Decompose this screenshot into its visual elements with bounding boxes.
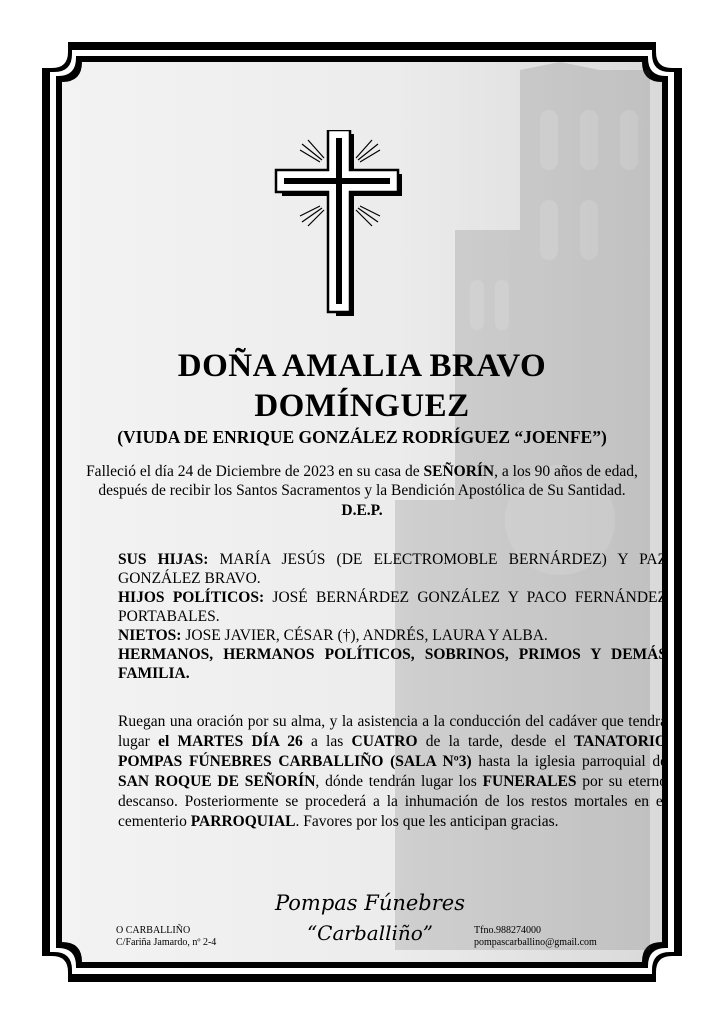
funeral-home-logo	[270, 882, 470, 952]
funeral-request-paragraph	[118, 712, 667, 832]
request-text-7: . Favores por los que les anticipan gracias.	[295, 813, 559, 830]
logo-line2: “Carballiño”	[306, 921, 434, 945]
request-text-2: a las	[302, 733, 352, 750]
family-list	[118, 550, 667, 683]
daughters-text: MARÍA JESÚS (DE ELECTROMOBLE BERNÁRDEZ) Y PAZ GONZÁLEZ BRAVO.	[118, 551, 667, 587]
request-time: CUATRO	[351, 733, 418, 750]
request-church: SAN ROQUE DE SEÑORÍN	[118, 773, 316, 790]
family-daughters	[118, 550, 667, 588]
logo-line1: Pompas Fúnebres	[275, 891, 465, 915]
intro-text-before: Falleció el día 24 de Diciembre de 2023 en su casa de	[86, 463, 424, 480]
footer-street: C/Fariña Jamardo, nº 2-4	[116, 937, 217, 948]
intro-text-after: , a los 90 años de edad, después de recibir los Santos Sacramentos y la Bendición Apostólica de Su Santidad.	[98, 463, 638, 499]
inlaws-label: HIJOS POLÍTICOS:	[118, 589, 265, 606]
widow-subtitle: (VIUDA DE ENRIQUE GONZÁLEZ RODRÍGUEZ “JOENFE”)	[117, 427, 607, 447]
request-venue: TANATORIO POMPAS FÚNEBRES CARBALLIÑO (SALA Nº3)	[118, 733, 667, 770]
deceased-name-line1: DOÑA AMALIA BRAVO	[177, 348, 547, 384]
footer-email: pompascarballino@gmail.com	[474, 937, 597, 948]
footer-contact	[474, 925, 597, 949]
family-grandchildren	[118, 626, 667, 645]
request-text-4: hasta la iglesia parroquial de	[471, 753, 667, 770]
inlaws-text: JOSÉ BERNÁRDEZ GONZÁLEZ Y PACO FERNÁNDEZ PORTABALES.	[118, 589, 667, 625]
request-cemetery: PARROQUIAL	[190, 813, 296, 830]
footer-town: O CARBALLIÑO	[116, 925, 191, 936]
request-text-5: , dónde tendrán lugar los	[315, 773, 483, 790]
footer-phone: Tfno.988274000	[474, 925, 541, 936]
grandchildren-text: JOSE JAVIER, CÉSAR (†), ANDRÉS, LAURA Y ALBA.	[181, 627, 548, 644]
request-text-1: Ruegan una oración por su alma, y la asistencia a la conducción del cadáver que tendrá lugar	[118, 713, 667, 750]
dep-label: D.E.P.	[341, 502, 383, 519]
intro-place: SEÑORÍN	[423, 463, 495, 480]
request-day: el MARTES DÍA 26	[158, 733, 303, 750]
daughters-label: SUS HIJAS:	[118, 551, 209, 568]
request-funerals: FUNERALES	[482, 773, 577, 790]
family-inlaws	[118, 588, 667, 626]
grandchildren-label: NIETOS:	[118, 627, 182, 644]
family-others: HERMANOS, HERMANOS POLÍTICOS, SOBRINOS, PRIMOS Y DEMÁS FAMILIA.	[118, 646, 667, 682]
footer-address	[116, 925, 216, 949]
deceased-name-line2: DOMÍNGUEZ	[254, 388, 470, 424]
request-text-6: por su eterno descanso. Posteriormente se procederá a la inhumación de los restos mortales en el cementerio	[118, 773, 668, 830]
death-notice-intro	[72, 462, 652, 520]
request-text-3: de la tarde, desde el	[417, 733, 574, 750]
